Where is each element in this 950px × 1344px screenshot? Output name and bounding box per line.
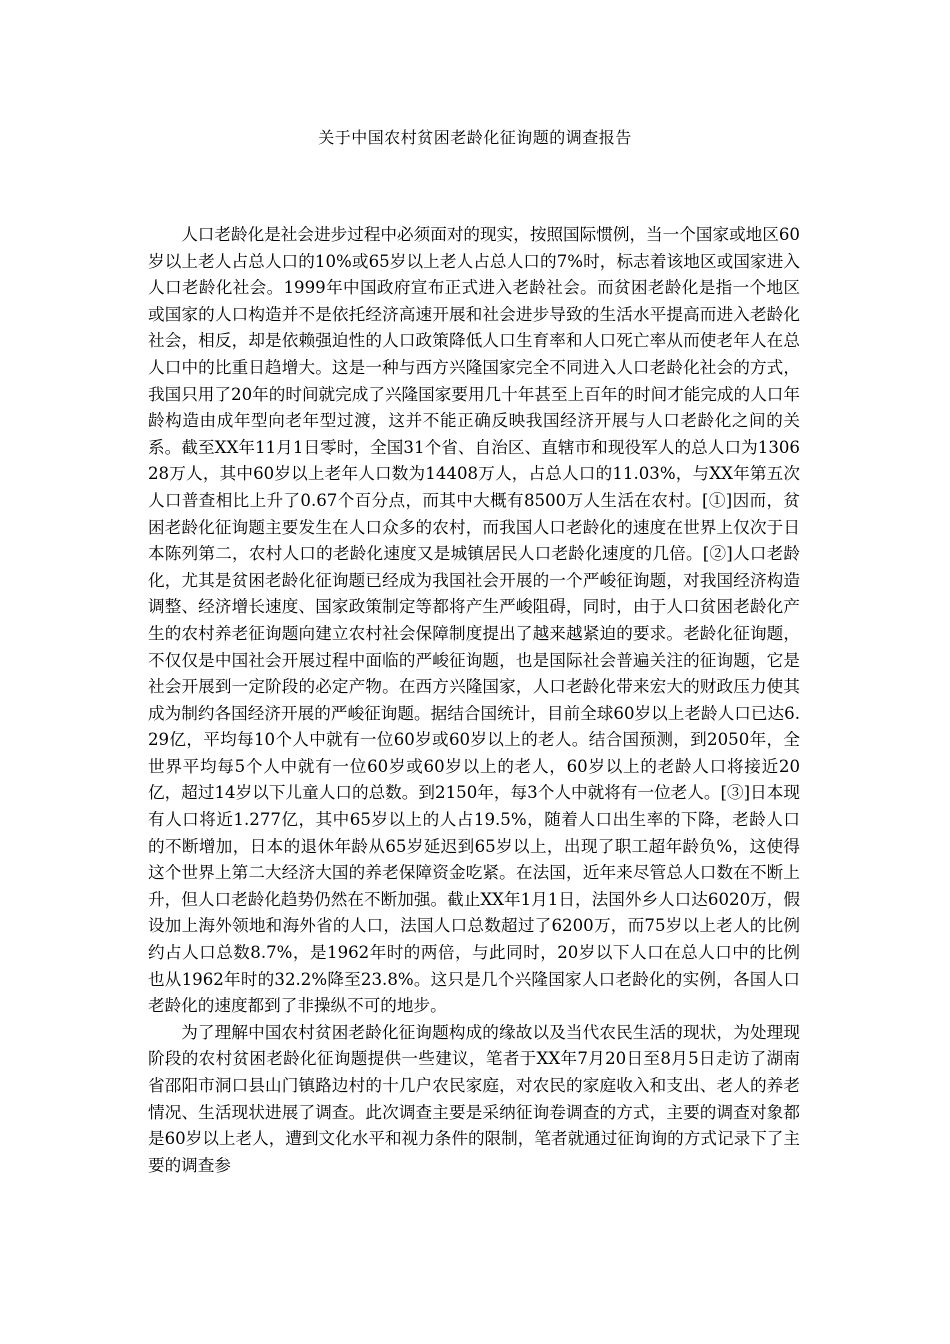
document-body xyxy=(148,222,800,1179)
document-title: 关于中国农村贫困老龄化征询题的调查报告 xyxy=(318,128,632,147)
paragraph-2: 为了理解中国农村贫困老龄化征询题构成的缘故以及当代农民生活的现状，为处理现阶段的农村贫困老龄化征询题提供一些建议，笔者于XX年7月20日至8月5日走访了湖南省邵阳市洞口县山门镇路边村的十几户农民家庭，对农民的家庭收入和支出、老人的养老情况、生活现状进展了调查。此次调查主要是采纳征询卷调查的方式，主要的调查对象都是60岁以上老人，遭到文化水平和视力条件的限制，笔者就通过征询询的方式记录下了主要的调查参 xyxy=(148,1022,800,1175)
paragraph-1: 人口老龄化是社会进步过程中必须面对的现实，按照国际惯例，当一个国家或地区60岁以上老人占总人口的10%或65岁以上老人占总人口的7%时，标志着该地区或国家进入人口老龄化社会。1999年中国政府宣布正式进入老龄社会。而贫困老龄化是指一个地区或国家的人口构造并不是依托经济高速开展和社会进步导致的生活水平提高而进入老龄化社会，相反，却是依赖强迫性的人口政策降低人口生育率和人口死亡率从而使老年人在总人口中的比重日趋增大。这是一种与西方兴隆国家完全不同进入人口老龄化社会的方式，我国只用了20年的时间就完成了兴隆国家要用几十年甚至上百年的时间才能完成的人口年龄构造由成年型向老年型过渡，这并不能正确反映我国经济开展与人口老龄化之间的关系。截至XX年11月1日零时，全国31个省、自治区、直辖市和现役军人的总人口为130628万人，其中60岁以上老年人口数为14408万人，占总人口的11.03%，与XX年第五次人口普查相比上升了0.67个百分点，而其中大概有8500万人生活在农村。[①]因而，贫困老龄化征询题主要发生在人口众多的农村，而我国人口老龄化的速度在世界上仅次于日本陈列第二，农村人口的老龄化速度又是城镇居民人口老龄化速度的几倍。[②]人口老龄化，尤其是贫困老龄化征询题已经成为我国社会开展的一个严峻征询题，对我国经济构造调整、经济增长速度、国家政策制定等都将产生严峻阻碍，同时，由于人口贫困老龄化产生的农村养老征询题向建立农村社会保障制度提出了越来越紧迫的要求。老龄化征询题，不仅仅是中国社会开展过程中面临的严峻征询题，也是国际社会普遍关注的征询题，它是社会开展到一定阶段的必定产物。在西方兴隆国家，人口老龄化带来宏大的财政压力使其成为制约各国经济开展的严峻征询题。据结合国统计，目前全球60岁以上老龄人口已达6.29亿，平均每10个人中就有一位60岁或60岁以上的老人。结合国预测，到2050年，全世界平均每5个人中就有一位60岁或60岁以上的老人，60岁以上的老龄人口将接近20亿，超过14岁以下儿童人口的总数。到2150年，每3个人中就将有一位老人。[③]日本现有人口将近1.277亿，其中65岁以上的人占19.5%，随着人口出生率的下降，老龄人口的不断增加，日本的退休年龄从65岁延迟到65岁以上，出现了职工超年龄负%，这使得这个世界上第二大经济大国的养老保障资金吃紧。在法国，近年来尽管总人口数在不断上升，但人口老龄化趋势仍然在不断加强。截止XX年1月1日，法国外乡人口达6020万，假设加上海外领地和海外省的人口，法国人口总数超过了6200万，而75岁以上老人的比例约占人口总数8.7%，是1962年时的两倍，与此同时，20岁以下人口在总人口中的比例也从1962年时的32.2%降至23.8%。这只是几个兴隆国家人口老龄化的实例，各国人口老龄化的速度都到了非操纵不可的地步。 xyxy=(148,225,800,1016)
